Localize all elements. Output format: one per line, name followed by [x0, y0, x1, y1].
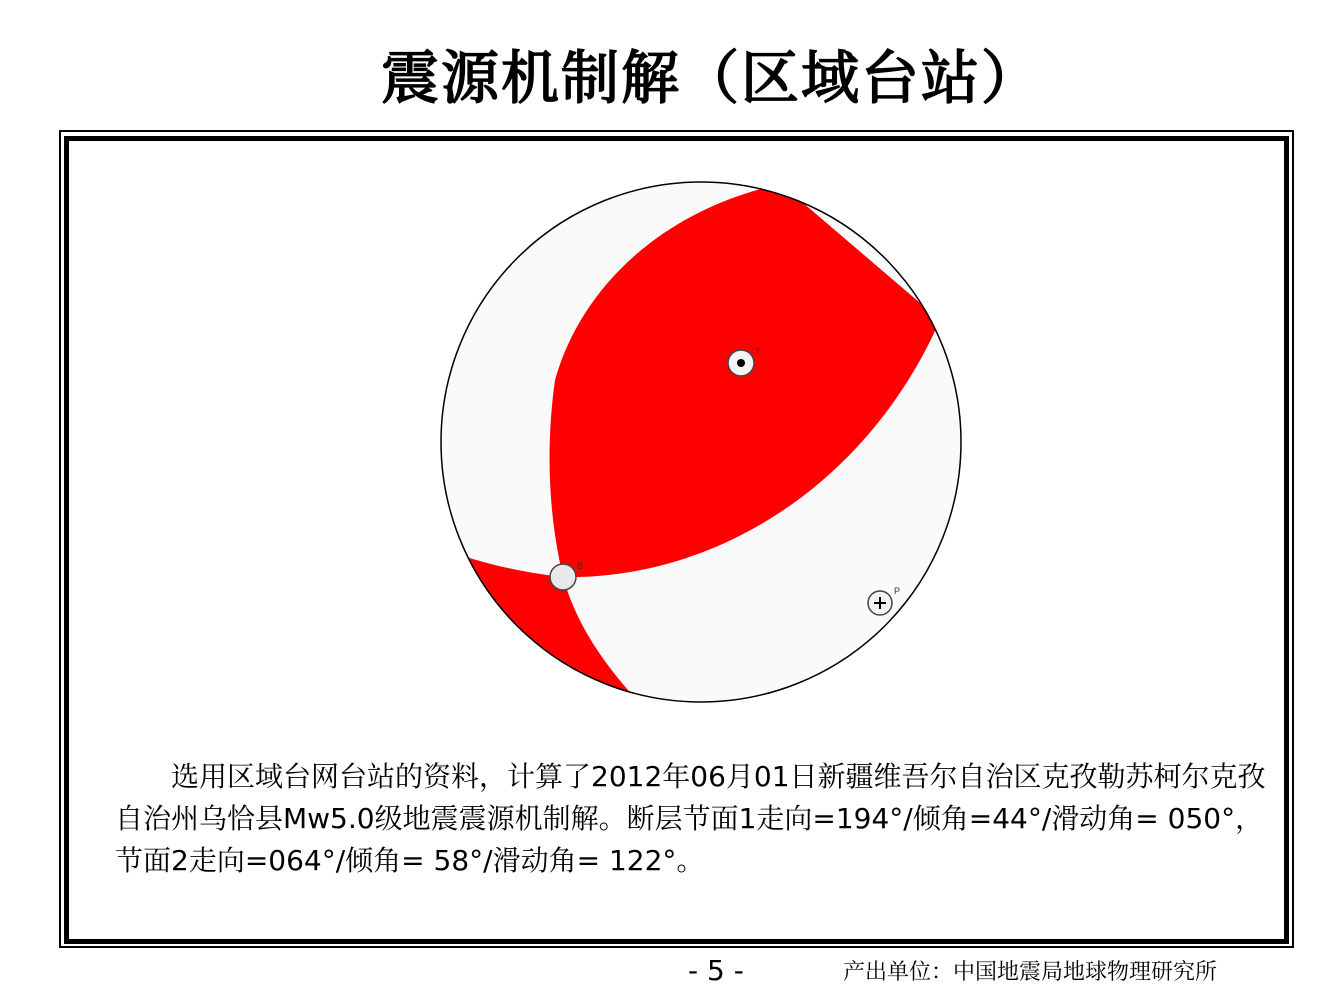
b-axis-label: B — [577, 561, 584, 571]
p-axis-label: P — [894, 586, 901, 596]
producer-credit: 产出单位：中国地震局地球物理研究所 — [843, 960, 1218, 985]
mechanism-description-block — [115, 756, 1275, 882]
circle-icon — [550, 564, 576, 590]
page-number: - 5 - — [688, 954, 744, 987]
page-title: 震源机制解（区域台站） — [380, 44, 1041, 112]
mechanism-description: 选用区域台网台站的资料，计算了2012年06月01日新疆维吾尔自治区克孜勒苏柯尔克孜自治州乌恰县Mw5.0级地震震源机制解。断层节面1走向=194°/倾角=44°/滑动角= 050°，节面2走向=064°/倾角= 58°/滑动角= 122°。 — [115, 760, 1266, 877]
t-axis-label: T — [755, 347, 761, 357]
